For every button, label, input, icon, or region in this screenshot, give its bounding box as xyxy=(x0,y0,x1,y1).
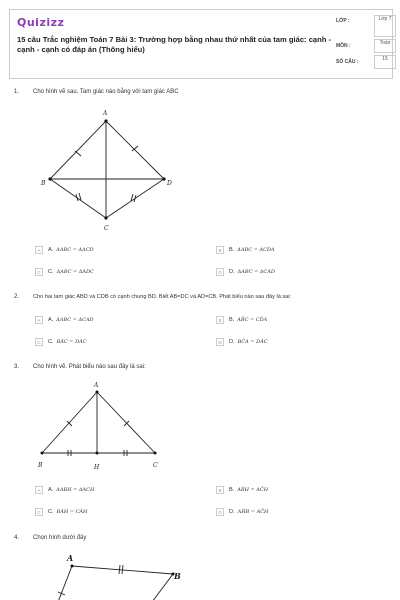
question-1-number: 1. xyxy=(14,89,20,95)
option-letter: C xyxy=(35,268,43,276)
option-prefix: D. xyxy=(229,269,235,275)
segment-ab xyxy=(42,392,97,453)
worksheet-header xyxy=(9,9,393,79)
option-math: ΔABC = ΔACD xyxy=(56,247,94,253)
option-letter: C xyxy=(35,338,43,346)
option-prefix: C. xyxy=(48,509,54,515)
subject-label: MÔN : xyxy=(336,43,351,49)
question-2-text: Cho hai tam giác ABD và CDB có cạnh chung BD. Biết AB=DC và AD=CB. Phát biểu nào sau đây là sai: xyxy=(33,294,292,300)
point-b xyxy=(41,452,44,455)
q3-option-b[interactable] xyxy=(216,486,268,494)
option-math: BÂC = DÂC xyxy=(56,339,87,345)
quizizz-logo: Quizizz xyxy=(17,16,65,29)
tick-ab-2 xyxy=(122,565,123,574)
class-value: Lớp 7 xyxy=(374,15,396,37)
segment-bc xyxy=(50,179,106,218)
option-letter: B xyxy=(216,316,224,324)
option-prefix: B. xyxy=(229,487,235,493)
label-a: A xyxy=(94,382,99,389)
q1-option-c[interactable] xyxy=(35,268,94,276)
tick-ab-1 xyxy=(119,565,120,574)
q3-option-d[interactable] xyxy=(216,508,268,516)
label-c: C xyxy=(153,462,158,469)
option-letter: A xyxy=(35,316,43,324)
label-h: H xyxy=(94,464,100,471)
option-prefix: C. xyxy=(48,339,54,345)
q2-option-a[interactable] xyxy=(35,316,94,324)
option-math: ΔABC = ΔCAD xyxy=(237,269,275,275)
point-d xyxy=(162,177,165,180)
question-2-number: 2. xyxy=(14,294,20,300)
point-c xyxy=(104,216,107,219)
q1-option-a[interactable] xyxy=(35,246,94,254)
subject-value: Toán xyxy=(374,39,396,53)
question-4-text: Chọn hình dưới đây xyxy=(33,535,87,541)
option-prefix: D. xyxy=(229,339,235,345)
q2-option-b[interactable] xyxy=(216,316,267,324)
option-math: AB̂C = CD̂A xyxy=(237,317,268,323)
label-c: C xyxy=(104,225,109,232)
point-c xyxy=(154,452,157,455)
point-a xyxy=(71,565,74,568)
question-1-text: Cho hình vẽ sau. Tam giác nào bằng với tam giác ABC xyxy=(33,89,179,95)
tick-ab xyxy=(67,421,72,426)
question-count-value: 15 xyxy=(374,55,396,69)
point-h xyxy=(96,452,99,455)
option-math: ΔABH = ΔACH xyxy=(56,487,95,493)
option-letter: D xyxy=(216,268,224,276)
label-a: A xyxy=(67,553,74,563)
tick-ab xyxy=(75,151,81,156)
option-math: ΔABC = ΔADC xyxy=(56,269,94,275)
segment-ab xyxy=(50,121,106,179)
option-math: BÂH = CÂH xyxy=(56,509,88,515)
option-letter: A xyxy=(35,486,43,494)
option-prefix: D. xyxy=(229,509,235,515)
question-1-figure xyxy=(36,104,186,234)
option-math: AĤB = AĈH xyxy=(237,509,269,515)
option-letter: B xyxy=(216,246,224,254)
label-a: A xyxy=(103,110,108,117)
option-prefix: B. xyxy=(229,247,235,253)
q1-option-d[interactable] xyxy=(216,268,275,276)
question-count-label: SỐ CÂU : xyxy=(336,59,359,65)
option-letter: C xyxy=(35,508,43,516)
q3-option-c[interactable] xyxy=(35,508,87,516)
question-3-text: Cho hình vẽ. Phát biểu nào sau đây là sai: xyxy=(33,364,146,370)
option-prefix: A. xyxy=(48,317,54,323)
point-b xyxy=(48,177,51,180)
label-b: B xyxy=(41,180,46,187)
q1-option-b[interactable] xyxy=(216,246,275,254)
option-prefix: C. xyxy=(48,269,54,275)
question-4-number: 4. xyxy=(14,535,20,541)
option-letter: D xyxy=(216,508,224,516)
segment-ad xyxy=(106,121,164,179)
question-4-figure xyxy=(52,550,192,600)
segment-right xyxy=(152,574,173,600)
option-letter: D xyxy=(216,338,224,346)
label-b: B xyxy=(38,462,43,469)
option-prefix: A. xyxy=(48,487,54,493)
point-a xyxy=(96,391,99,394)
class-label: LỚP : xyxy=(336,18,350,24)
option-math: AB̂H = AĈH xyxy=(237,487,269,493)
question-3-figure xyxy=(34,378,169,476)
q2-option-c[interactable] xyxy=(35,338,87,346)
option-math: ΔABC = ΔCDA xyxy=(237,247,275,253)
segment-ac xyxy=(97,392,155,453)
q2-option-d[interactable] xyxy=(216,338,268,346)
point-a xyxy=(104,119,107,122)
option-prefix: A. xyxy=(48,247,54,253)
q3-option-a[interactable] xyxy=(35,486,94,494)
option-math: ΔABC = ΔCAD xyxy=(56,317,94,323)
option-prefix: B. xyxy=(229,317,235,323)
label-b: B xyxy=(174,571,181,581)
option-letter: A xyxy=(35,246,43,254)
option-math: BĈA = DÂC xyxy=(237,339,268,345)
question-3-number: 3. xyxy=(14,364,20,370)
worksheet-title: 15 câu Trắc nghiệm Toán 7 Bài 3: Trường hợp bằng nhau thứ nhất của tam giác: cạnh - cạnh - cạnh có đáp án (Thông hiểu) xyxy=(17,35,332,54)
label-d: D xyxy=(167,180,172,187)
option-letter: B xyxy=(216,486,224,494)
